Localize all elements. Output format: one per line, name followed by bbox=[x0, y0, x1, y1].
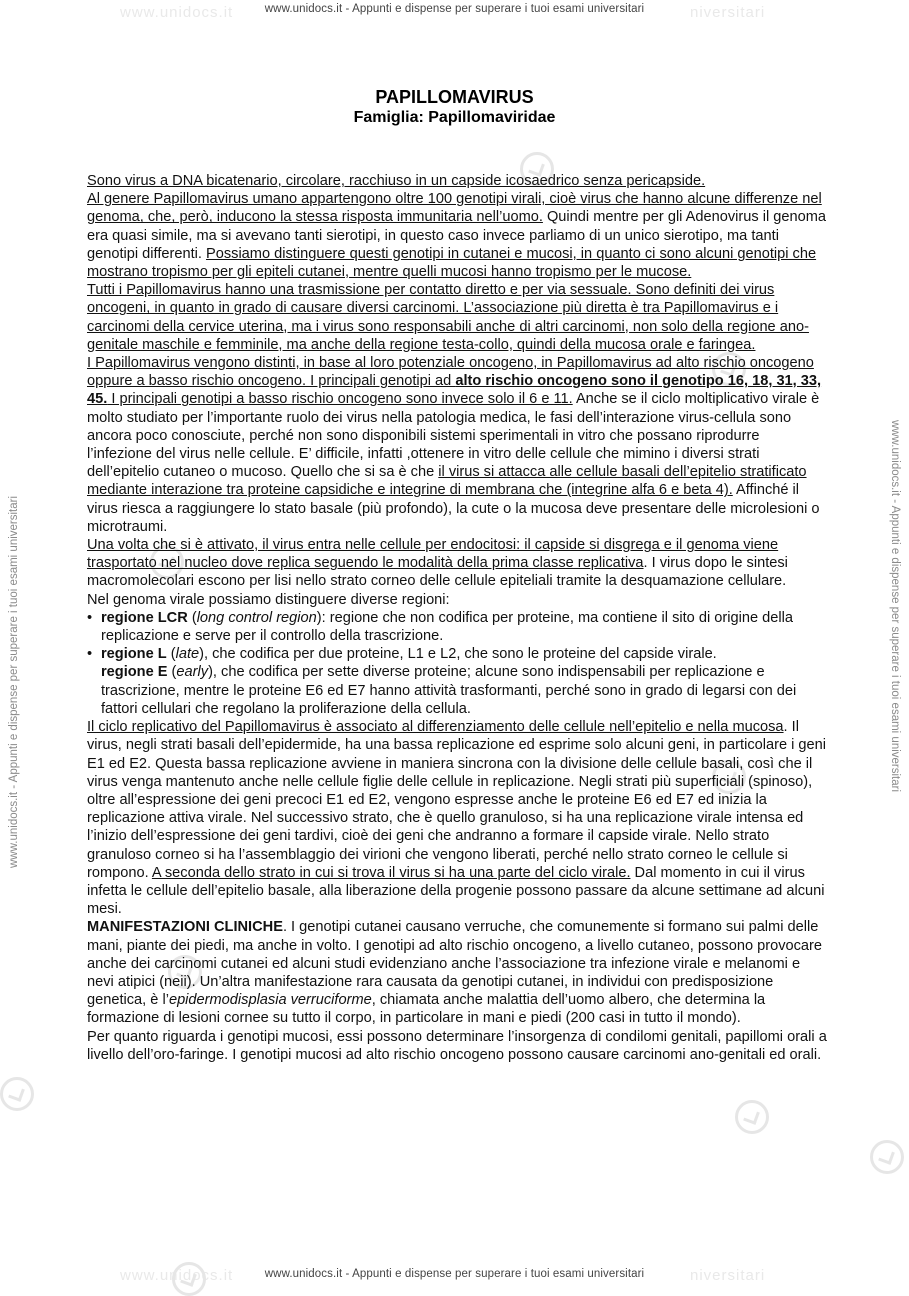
watermark-logo-icon bbox=[870, 1140, 904, 1174]
regions-list bbox=[87, 609, 827, 718]
list-item: • regione LCR (long control region): regione che non codifica per proteine, ma contiene il sito di origine della replicazione e serve per il controllo della trascrizione. bbox=[87, 609, 827, 645]
page-title: PAPILLOMAVIRUS bbox=[375, 87, 534, 107]
watermark-logo-icon bbox=[0, 1077, 34, 1111]
list-item: • regione L (late), che codifica per due proteine, L1 e L2, che sono le proteine del capside virale. regione E (early), che codifica per sette diverse proteine; alcune sono indispensabili per replicazione e trascrizione, mentre le proteine E6 ed E7 hanno attività trasformanti, perché sono in grado di legarsi con dei fattori cellulari che regolano la proliferazione della cellula. bbox=[87, 645, 827, 718]
side-watermark-right: www.unidocs.it - Appunti e dispense per superare i tuoi esami universitari bbox=[889, 420, 901, 793]
watermark-ghost-top-right: niversitari bbox=[690, 4, 766, 21]
watermark-ghost-bottom-right: niversitari bbox=[690, 1267, 766, 1284]
watermark-logo-icon bbox=[735, 1100, 769, 1134]
paragraph-replication: Una volta che si è attivato, il virus entra nelle cellule per endocitosi: il capside si disgrega e il genoma viene trasportato nel nucleo dove replica seguendo le modalità della prima classe replicativa. I virus dopo le sintesi macromolecolari escono per lisi nello strato corneo delle cellule epiteliali tramite la desquamazione cellulare. bbox=[87, 537, 788, 590]
side-watermark-left: www.unidocs.it - Appunti e dispense per superare i tuoi esami universitari bbox=[8, 495, 20, 868]
page-header: www.unidocs.it - Appunti e dispense per superare i tuoi esami universitari bbox=[264, 3, 645, 15]
document-body bbox=[87, 172, 827, 1064]
paragraph-intro: Sono virus a DNA bicatenario, circolare, racchiuso in un capside icosaedrico senza pericapside. Al genere Papillomavirus umano appartengono oltre 100 genotipi virali, cioè virus che hanno alcune differenze nel genoma, che, però, inducono la stessa risposta immunitaria nell’uomo. Quindi mentre per gli Adenovirus il genoma era quasi simile, ma si avevano tanti sierotipi, in questo caso invece parliamo di un unico sierotipo, ma tanti genotipi differenti. Possiamo distinguere questi genotipi in cutanei e mucosi, in quanto ci sono alcuni genotipi che mostrano tropismo per gli epiteli cutanei, mentre quelli mucosi hanno tropismo per le mucose. Tutti i Papillomavirus hanno una trasmissione per contatto diretto e per via sessuale. Sono definiti dei virus oncogeni, in quanto in grado di causare diversi carcinomi. L’associazione più diretta è tra Papillomavirus e i carcinomi della cervice uterina, ma i virus sono responsabili anche di altri carcinomi, non solo della regione ano-genitale maschile e femminile, ma anche della regione testa-collo, quindi della mucosa orale e faringea. I Papillomavirus vengono distinti, in base al loro potenziale oncogeno, in Papillomavirus ad alto rischio oncogeno oppure a basso rischio oncogeno. I principali genotipi ad alto rischio oncogeno sono il genotipo 16, 18, 31, 33, 45. I principali genotipi a basso rischio oncogeno sono invece solo il 6 e 11. Anche se il ciclo moltiplicativo virale è molto studiato per l’importante ruolo dei virus nella patologia medica, le fasi dell’interazione virus-cellula sono ancora poco conosciute, perché non sono disponibili sistemi sperimentali in vitro che possano riprodurre l’infezione del virus nelle cellule. E’ difficile, infatti ,ottenere in vitro delle cellule che mimino i diversi strati dell’epitelio cutaneo o mucoso. Quello che si sa è che il virus si attacca alle cellule basali dell’epitelio stratificato mediante interazione tra proteine capsidiche e integrine di membrana che (integrine alfa 6 e beta 4). Affinché il virus riesca a raggiungere lo stato basale (più profondo), la cute o la mucosa deve presentare delle microlesioni o microtraumi. bbox=[87, 173, 827, 535]
page-footer: www.unidocs.it - Appunti e dispense per superare i tuoi esami universitari bbox=[264, 1268, 645, 1280]
paragraph-regions-intro: Nel genoma virale possiamo distinguere diverse regioni: bbox=[87, 591, 450, 608]
paragraph-clinical: MANIFESTAZIONI CLINICHE. I genotipi cutanei causano verruche, che comunemente si formano sui palmi delle mani, piante dei piedi, ma anche in volto. I genotipi ad alto rischio oncogeno, a livello cutaneo, possono provocare anche dei carcinomi cutanei ed alcuni studi evidenziano anche l’associazione tra infezione virale e melanomi e nevi atipici (neii). Un’altra manifestazione rara causata da genotipi cutanei, in individui con predisposizione genetica, è l’epidermodisplasia verruciforme, chiamata anche malattia dell’uomo albero, che determina la formazione di lesioni cornee su tutto il corpo, in particolare in mani e piedi (200 casi in tutto il mondo). bbox=[87, 919, 823, 1027]
paragraph-cycle: Il ciclo replicativo del Papillomavirus è associato al differenziamento delle cellule nell’epitelio e nella mucosa. Il virus, negli strati basali dell’epidermide, ha una bassa replicazione ed esprime solo alcuni geni, in particolare i geni E1 ed E2. Questa bassa replicazione avviene in maniera sincrona con la divisione delle cellule basali, così che il virus venga mantenuto anche nelle cellule figlie delle cellule in replicazione. Negli strati più superficiali (spinoso), oltre all’espressione dei geni precoci E1 ed E2, vengono espresse anche le proteine E6 ed E7 ed inizia la replicazione attiva virale. Nel successivo strato, che è quello granuloso, si ha una replicazione virale intensa ed l’inizio dell’espressione dei geni tardivi, cioè dei geni che andranno a formare il capside virale. Nello strato granuloso corneo si ha l’assemblaggio dei virioni che vengono liberati, perché nello strato corneo le cellule si rompono. A seconda dello strato in cui si trova il virus si ha una parte del ciclo virale. Dal momento in cui il virus infetta le cellule dell’epitelio basale, alla liberazione della progenie possono passare da alcune settimane ad alcuni mesi. bbox=[87, 719, 827, 918]
paragraph-mucosal: Per quanto riguarda i genotipi mucosi, essi possono determinare l’insorgenza di condilomi genitali, papillomi orali a livello dell’oro-faringe. I genotipi mucosi ad alto rischio oncogeno possono causare carcinomi ano-genitali ed orali. bbox=[87, 1028, 827, 1063]
page-subtitle: Famiglia: Papillomaviridae bbox=[353, 109, 556, 126]
watermark-ghost-top: www.unidocs.it bbox=[120, 4, 234, 21]
watermark-ghost-bottom: www.unidocs.it bbox=[120, 1267, 234, 1284]
